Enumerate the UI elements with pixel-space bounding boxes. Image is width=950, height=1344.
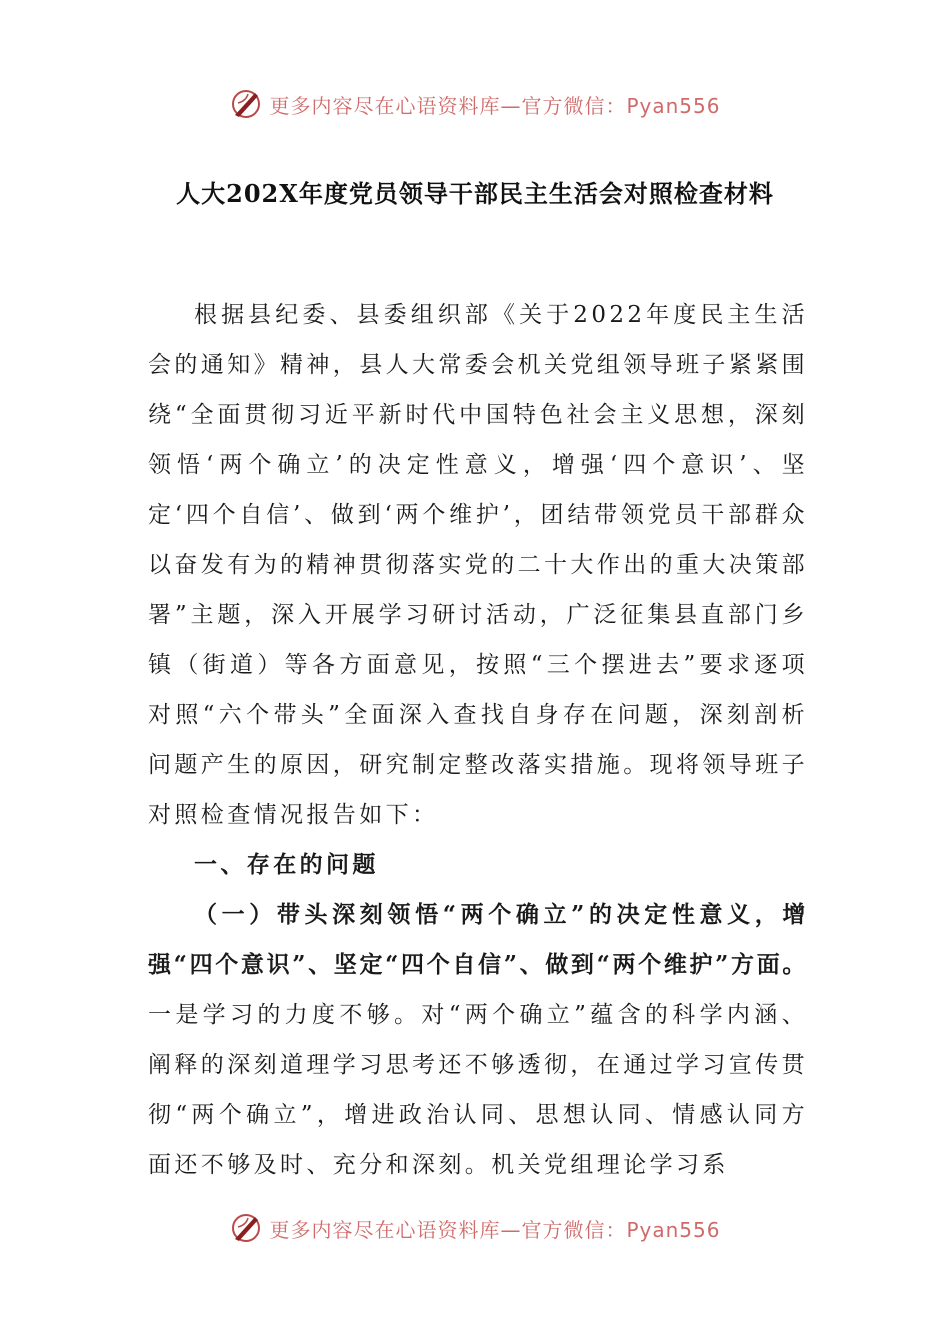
document-body [148,290,808,1190]
quill-pen-logo-icon [229,87,263,121]
quill-pen-logo-icon [229,1211,263,1245]
intro-paragraph: 根据县纪委、县委组织部《关于2022年度民主生活会的通知》精神，县人大常委会机关党组领导班子紧紧围绕“全面贯彻习近平新时代中国特色社会主义思想，深刻领悟‘两个确立’的决定性意义，增强‘四个意识’、坚定‘四个自信’、做到‘两个维护’，团结带领党员干部群众以奋发有为的精神贯彻落实党的二十大作出的重大决策部署”主题，深入开展学习研讨活动，广泛征集县直部门乡镇（街道）等各方面意见，按照“三个摆进去”要求逐项对照“六个带头”全面深入查找自身存在问题，深刻剖析问题产生的原因，研究制定整改落实措施。现将领导班子对照检查情况报告如下： [148,302,808,828]
subsection-body: 一是学习的力度不够。对“两个确立”蕴含的科学内涵、阐释的深刻道理学习思考还不够透彻，在通过学习宣传贯彻“两个确立”，增进政治认同、思想认同、情感认同方面还不够及时、充分和深刻。机关党组理论学习系 [148,1002,808,1178]
watermark-text: 更多内容尽在心语资料库—官方微信：Pyan556 [269,1217,721,1242]
watermark-text: 更多内容尽在心语资料库—官方微信：Pyan556 [269,93,721,118]
section-heading: 一、存在的问题 [194,851,379,878]
subsection-paragraph [148,890,808,1190]
watermark-footer [0,1208,950,1248]
document-title: 人大202X年度党员领导干部民主生活会对照检查材料 [176,179,774,208]
subsection-heading: （一）带头深刻领悟“两个确立”的决定性意义，增强“四个意识”、坚定“四个自信”、做到“两个维护”方面。 [148,901,808,978]
watermark-header [0,84,950,124]
